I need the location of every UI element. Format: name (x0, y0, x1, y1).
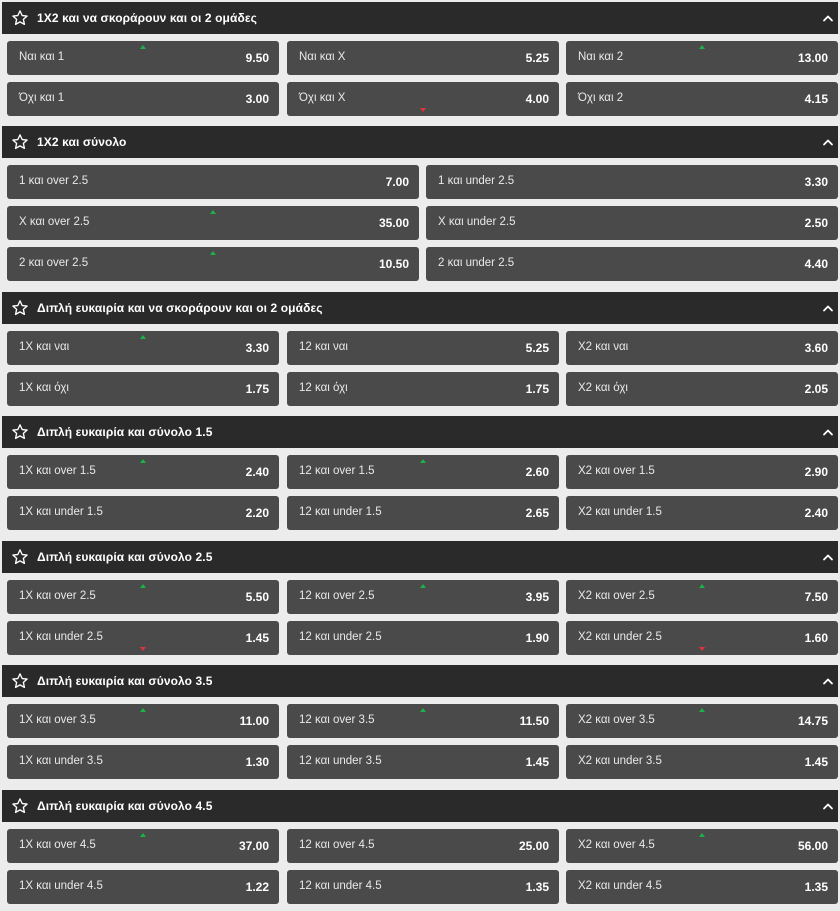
odds-value: 2.50 (804, 216, 828, 230)
selection-label: Όχι και 2 (578, 92, 624, 104)
odds-button[interactable] (426, 165, 838, 199)
odds-value: 9.50 (245, 51, 269, 65)
arrow-up-icon (699, 584, 705, 588)
arrow-up-icon (210, 251, 216, 255)
selection-label: 1Χ και under 2.5 (19, 631, 103, 643)
star-icon[interactable] (11, 797, 29, 815)
odds-button[interactable] (7, 745, 279, 779)
market-title: 1X2 και να σκοράρουν και οι 2 ομάδες (37, 11, 257, 25)
market-section (0, 2, 840, 123)
star-icon[interactable] (11, 672, 29, 690)
odds-button[interactable] (566, 41, 838, 75)
odds-button[interactable] (7, 331, 279, 365)
odds-button[interactable] (7, 165, 419, 199)
selection-label: 12 και over 3.5 (299, 714, 375, 726)
selection-label: 12 και over 4.5 (299, 839, 375, 851)
odds-button[interactable] (287, 829, 559, 863)
odds-value: 1.45 (525, 755, 549, 769)
selection-label: 2 και under 2.5 (438, 257, 515, 269)
market-title: Διπλή ευκαιρία και σύνολο 2.5 (37, 550, 213, 564)
odds-value: 11.50 (519, 714, 549, 728)
odds-value: 1.75 (245, 382, 269, 396)
star-icon[interactable] (11, 299, 29, 317)
arrow-down-icon (140, 647, 146, 651)
chevron-up-icon[interactable] (822, 136, 834, 148)
arrow-up-icon (140, 335, 146, 339)
odds-value: 2.40 (245, 465, 269, 479)
odds-value: 2.20 (245, 506, 269, 520)
selection-label: Ναι και Χ (299, 51, 346, 63)
selection-label: 1Χ και over 4.5 (19, 839, 96, 851)
odds-value: 3.60 (804, 341, 828, 355)
odds-button[interactable] (566, 455, 838, 489)
star-icon[interactable] (11, 423, 29, 441)
market-section (0, 790, 840, 911)
odds-value: 7.50 (804, 590, 828, 604)
selection-label: Χ2 και under 4.5 (578, 880, 662, 892)
selection-label: 1Χ και ναι (19, 341, 70, 353)
selection-label: 1Χ και όχι (19, 382, 69, 394)
odds-button[interactable] (7, 82, 279, 116)
odds-value: 35.00 (378, 216, 409, 230)
odds-value: 2.40 (804, 506, 828, 520)
market-header[interactable] (2, 126, 838, 158)
odds-value: 1.60 (804, 631, 828, 645)
odds-button[interactable] (566, 372, 838, 406)
selection-label: 12 και ναι (299, 341, 348, 353)
arrow-down-icon (699, 647, 705, 651)
star-icon[interactable] (11, 133, 29, 151)
selection-label: Χ2 και under 2.5 (578, 631, 662, 643)
odds-button[interactable] (566, 829, 838, 863)
odds-button[interactable] (426, 206, 838, 240)
odds-value: 56.00 (797, 839, 828, 853)
odds-button[interactable] (566, 580, 838, 614)
selection-label: Ναι και 1 (19, 51, 65, 63)
odds-button[interactable] (287, 455, 559, 489)
odds-value: 1.30 (245, 755, 269, 769)
selection-label: 1Χ και over 2.5 (19, 590, 96, 602)
odds-button[interactable] (287, 82, 559, 116)
odds-value: 5.50 (245, 590, 269, 604)
selection-label: Όχι και 1 (19, 92, 65, 104)
arrow-up-icon (699, 833, 705, 837)
selection-label: Χ2 και όχι (578, 382, 628, 394)
odds-button[interactable] (566, 704, 838, 738)
market-section (0, 292, 840, 413)
market-section (0, 541, 840, 662)
market-title: Διπλή ευκαιρία και σύνολο 1.5 (37, 425, 213, 439)
market-header[interactable] (2, 416, 838, 448)
selection-label: Χ2 και over 4.5 (578, 839, 655, 851)
odds-button[interactable] (287, 580, 559, 614)
selection-label: 1 και under 2.5 (438, 175, 515, 187)
selection-label: 1Χ και over 1.5 (19, 465, 96, 477)
arrow-up-icon (210, 210, 216, 214)
arrow-down-icon (420, 108, 426, 112)
market-title: Διπλή ευκαιρία και σύνολο 4.5 (37, 799, 213, 813)
odds-value: 7.00 (385, 175, 409, 189)
odds-value: 1.35 (804, 880, 828, 894)
odds-button[interactable] (7, 247, 419, 281)
arrow-up-icon (420, 584, 426, 588)
selection-label: 12 και under 3.5 (299, 755, 382, 767)
arrow-up-icon (140, 833, 146, 837)
arrow-up-icon (699, 45, 705, 49)
selection-label: 12 και under 2.5 (299, 631, 382, 643)
odds-value: 3.30 (245, 341, 269, 355)
odds-button[interactable] (7, 829, 279, 863)
selection-label: Χ2 και under 3.5 (578, 755, 662, 767)
selection-label: Χ2 και under 1.5 (578, 506, 662, 518)
arrow-up-icon (140, 708, 146, 712)
odds-button[interactable] (287, 621, 559, 655)
market-section (0, 665, 840, 786)
odds-button[interactable] (287, 41, 559, 75)
selection-label: 1Χ και under 3.5 (19, 755, 103, 767)
selection-label: Χ2 και over 1.5 (578, 465, 655, 477)
odds-value: 1.45 (804, 755, 828, 769)
odds-value: 5.25 (525, 341, 549, 355)
selection-label: Χ2 και over 2.5 (578, 590, 655, 602)
odds-button[interactable] (287, 331, 559, 365)
chevron-up-icon[interactable] (822, 675, 834, 687)
chevron-up-icon[interactable] (822, 12, 834, 24)
odds-button[interactable] (7, 870, 279, 904)
selection-label: 1Χ και under 1.5 (19, 506, 103, 518)
chevron-up-icon[interactable] (822, 551, 834, 563)
selection-label: 1 και over 2.5 (19, 175, 89, 187)
star-icon[interactable] (11, 548, 29, 566)
odds-button[interactable] (7, 372, 279, 406)
selection-label: Όχι και Χ (299, 92, 346, 104)
odds-value: 2.65 (525, 506, 549, 520)
market-header[interactable] (2, 790, 838, 822)
market-header[interactable] (2, 292, 838, 324)
odds-value: 11.00 (239, 714, 269, 728)
odds-value: 1.90 (525, 631, 549, 645)
selection-label: 1Χ και under 4.5 (19, 880, 103, 892)
selection-label: Χ και over 2.5 (19, 216, 90, 228)
odds-value: 4.00 (525, 92, 549, 106)
odds-button[interactable] (7, 206, 419, 240)
chevron-up-icon[interactable] (822, 800, 834, 812)
odds-button[interactable] (7, 580, 279, 614)
selection-label: Χ και under 2.5 (438, 216, 516, 228)
odds-button[interactable] (7, 704, 279, 738)
odds-value: 4.15 (804, 92, 828, 106)
market-section (0, 416, 840, 537)
selection-label: 12 και όχι (299, 382, 348, 394)
odds-value: 1.35 (525, 880, 549, 894)
odds-value: 2.05 (804, 382, 828, 396)
odds-value: 10.50 (378, 257, 409, 271)
market-title: 1X2 και σύνολο (37, 135, 127, 149)
odds-button[interactable] (287, 372, 559, 406)
market-title: Διπλή ευκαιρία και σύνολο 3.5 (37, 674, 213, 688)
selection-label: 12 και under 4.5 (299, 880, 382, 892)
selection-label: Χ2 και ναι (578, 341, 629, 353)
market-section (0, 126, 840, 288)
odds-button[interactable] (287, 870, 559, 904)
odds-value: 2.90 (804, 465, 828, 479)
odds-value: 25.00 (518, 839, 549, 853)
selection-label: 12 και over 2.5 (299, 590, 375, 602)
odds-button[interactable] (566, 870, 838, 904)
odds-button[interactable] (287, 496, 559, 530)
arrow-up-icon (140, 459, 146, 463)
odds-value: 3.95 (525, 590, 549, 604)
odds-button[interactable] (426, 247, 838, 281)
odds-value: 1.22 (245, 880, 269, 894)
odds-button[interactable] (287, 745, 559, 779)
odds-button[interactable] (566, 745, 838, 779)
odds-button[interactable] (566, 82, 838, 116)
chevron-up-icon[interactable] (822, 302, 834, 314)
odds-value: 1.75 (525, 382, 549, 396)
star-icon[interactable] (11, 9, 29, 27)
odds-value: 14.75 (797, 714, 828, 728)
odds-value: 2.60 (525, 465, 549, 479)
odds-button[interactable] (7, 496, 279, 530)
odds-button[interactable] (7, 621, 279, 655)
market-header[interactable] (2, 2, 838, 34)
selection-label: Ναι και 2 (578, 51, 624, 63)
selection-label: 2 και over 2.5 (19, 257, 89, 269)
odds-value: 5.25 (525, 51, 549, 65)
odds-button[interactable] (7, 455, 279, 489)
selection-label: 12 και under 1.5 (299, 506, 382, 518)
arrow-up-icon (140, 584, 146, 588)
selection-label: 12 και over 1.5 (299, 465, 375, 477)
odds-value: 1.45 (245, 631, 269, 645)
arrow-up-icon (420, 708, 426, 712)
odds-button[interactable] (566, 331, 838, 365)
odds-button[interactable] (566, 621, 838, 655)
arrow-up-icon (420, 459, 426, 463)
arrow-up-icon (140, 45, 146, 49)
market-header[interactable] (2, 665, 838, 697)
selection-label: Χ2 και over 3.5 (578, 714, 655, 726)
chevron-up-icon[interactable] (822, 426, 834, 438)
market-header[interactable] (2, 541, 838, 573)
selection-label: 1Χ και over 3.5 (19, 714, 96, 726)
odds-button[interactable] (287, 704, 559, 738)
arrow-up-icon (699, 708, 705, 712)
odds-button[interactable] (566, 496, 838, 530)
odds-value: 3.30 (804, 175, 828, 189)
odds-button[interactable] (7, 41, 279, 75)
odds-value: 3.00 (245, 92, 269, 106)
market-title: Διπλή ευκαιρία και να σκοράρουν και οι 2 ομάδες (37, 301, 323, 315)
odds-value: 37.00 (238, 839, 269, 853)
odds-value: 4.40 (804, 257, 828, 271)
odds-value: 13.00 (797, 51, 828, 65)
